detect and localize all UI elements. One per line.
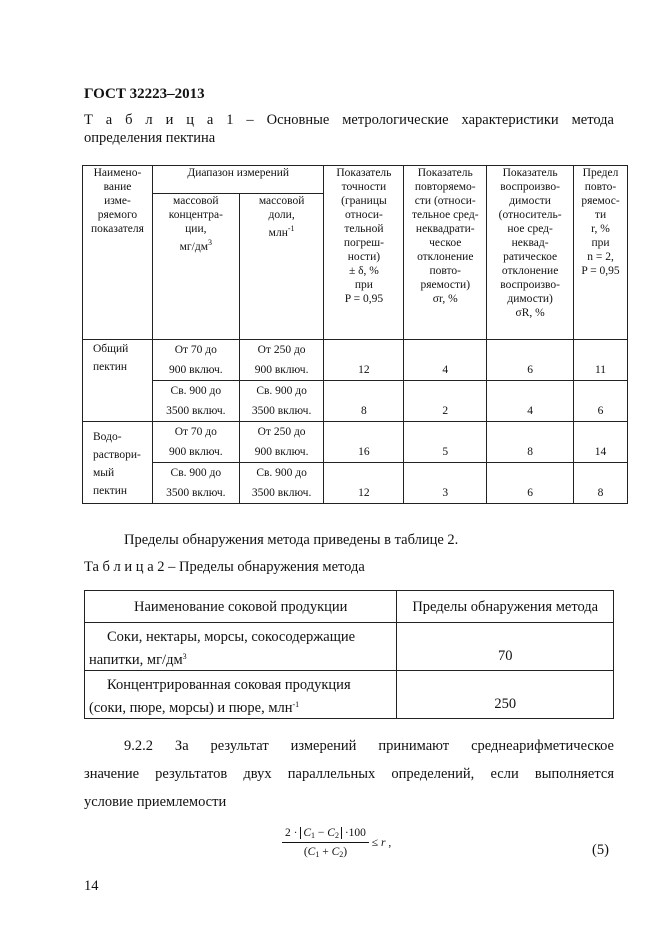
table2-caption: Та б л и ц а 2 – Пределы обнаружения метода: [84, 559, 365, 575]
document-header: ГОСТ 32223–2013: [84, 86, 205, 102]
detection-limits-paragraph: Пределы обнаружения метода приведены в таблице 2.: [124, 532, 459, 548]
cell-limit: 11: [574, 340, 628, 381]
cell-frac: От 250 до 900 включ.: [239, 422, 324, 463]
table1-caption-cont: определения пектина: [84, 130, 216, 146]
header-reproducibility: Показатель воспроизво- димости (относитель- ное сред- неквад- ратическое отклонение воспроизво- димости) σR, %: [487, 166, 574, 340]
paragraph-922-line1: 9.2.2 За результат измерений принимают среднеарифметическое: [124, 738, 614, 754]
header-range: Диапазон измерений: [152, 166, 324, 194]
cell-reproducibility: 6: [487, 463, 574, 504]
header-product: Наименование соковой продукции: [85, 591, 397, 623]
acceptability-formula: $\frac{2 \cdot C_1 - C_2 \cdot 100}{(C_1 + C_2)}$ ≤ r ,: [282, 827, 392, 859]
cell-indicator: Общий пектин: [83, 340, 153, 422]
cell-reproducibility: 8: [487, 422, 574, 463]
table-row: [83, 422, 628, 463]
cell-product: Соки, нектары, морсы, сокосодержащие напитки, $мг/дм^3$: [85, 623, 397, 671]
cell-accuracy: 12: [324, 463, 404, 504]
header-repeatability: Показатель повторяемо- сти (относи- тельное сред- неквадрати- ческое отклонение повто- ряемости) σr, %: [404, 166, 487, 340]
cell-limit: 14: [574, 422, 628, 463]
table-row: [83, 381, 628, 422]
cell-frac: От 250 до 900 включ.: [239, 340, 324, 381]
cell-conc: От 70 до 900 включ.: [152, 340, 239, 381]
cell-limit: 6: [574, 381, 628, 422]
cell-reproducibility: 4: [487, 381, 574, 422]
page-number: 14: [84, 878, 99, 894]
metrology-table: [82, 165, 628, 504]
cell-repeatability: 5: [404, 422, 487, 463]
table-row: [85, 623, 614, 671]
table-row: [83, 340, 628, 381]
detection-limits-table: [84, 590, 614, 719]
header-mass-concentration: массовой концентра- ции, $мг/дм^3$: [152, 194, 239, 340]
paragraph-922-line3: условие приемлемости: [84, 794, 227, 810]
cell-value: 250: [397, 671, 614, 719]
cell-reproducibility: 6: [487, 340, 574, 381]
cell-conc: Св. 900 до 3500 включ.: [152, 381, 239, 422]
cell-repeatability: 3: [404, 463, 487, 504]
table1-caption: Т а б л и ц а 1 – Основные метрологические характеристики метода: [84, 112, 614, 128]
cell-indicator: Водо- раствори- мый пектин: [83, 422, 153, 504]
cell-repeatability: 4: [404, 340, 487, 381]
cell-frac: Св. 900 до 3500 включ.: [239, 381, 324, 422]
cell-accuracy: 12: [324, 340, 404, 381]
cell-accuracy: 8: [324, 381, 404, 422]
table-row: [83, 463, 628, 504]
cell-value: 70: [397, 623, 614, 671]
header-detection-limit: Пределы обнаружения метода: [397, 591, 614, 623]
cell-frac: Св. 900 до 3500 включ.: [239, 463, 324, 504]
cell-conc: От 70 до 900 включ.: [152, 422, 239, 463]
formula-number: (5): [592, 842, 609, 858]
table-row: [85, 671, 614, 719]
header-mass-fraction: массовой доли, млн$^{-1}$: [239, 194, 324, 340]
cell-limit: 8: [574, 463, 628, 504]
cell-product: Концентрированная соковая продукция (соки, пюре, морсы) и пюре, млн$^{-1}$: [85, 671, 397, 719]
cell-conc: Св. 900 до 3500 включ.: [152, 463, 239, 504]
header-name: Наимено- вание изме- ряемого показателя: [83, 166, 153, 340]
cell-repeatability: 2: [404, 381, 487, 422]
paragraph-922-line2: значение результатов двух параллельных определений, если выполняется: [84, 766, 614, 782]
header-accuracy: Показатель точности (границы относи- тельной погреш- ности) ± δ, % при P = 0,95: [324, 166, 404, 340]
cell-accuracy: 16: [324, 422, 404, 463]
header-repeat-limit: Предел повто- ряемос- ти r, % при n = 2, P = 0,95: [574, 166, 628, 340]
